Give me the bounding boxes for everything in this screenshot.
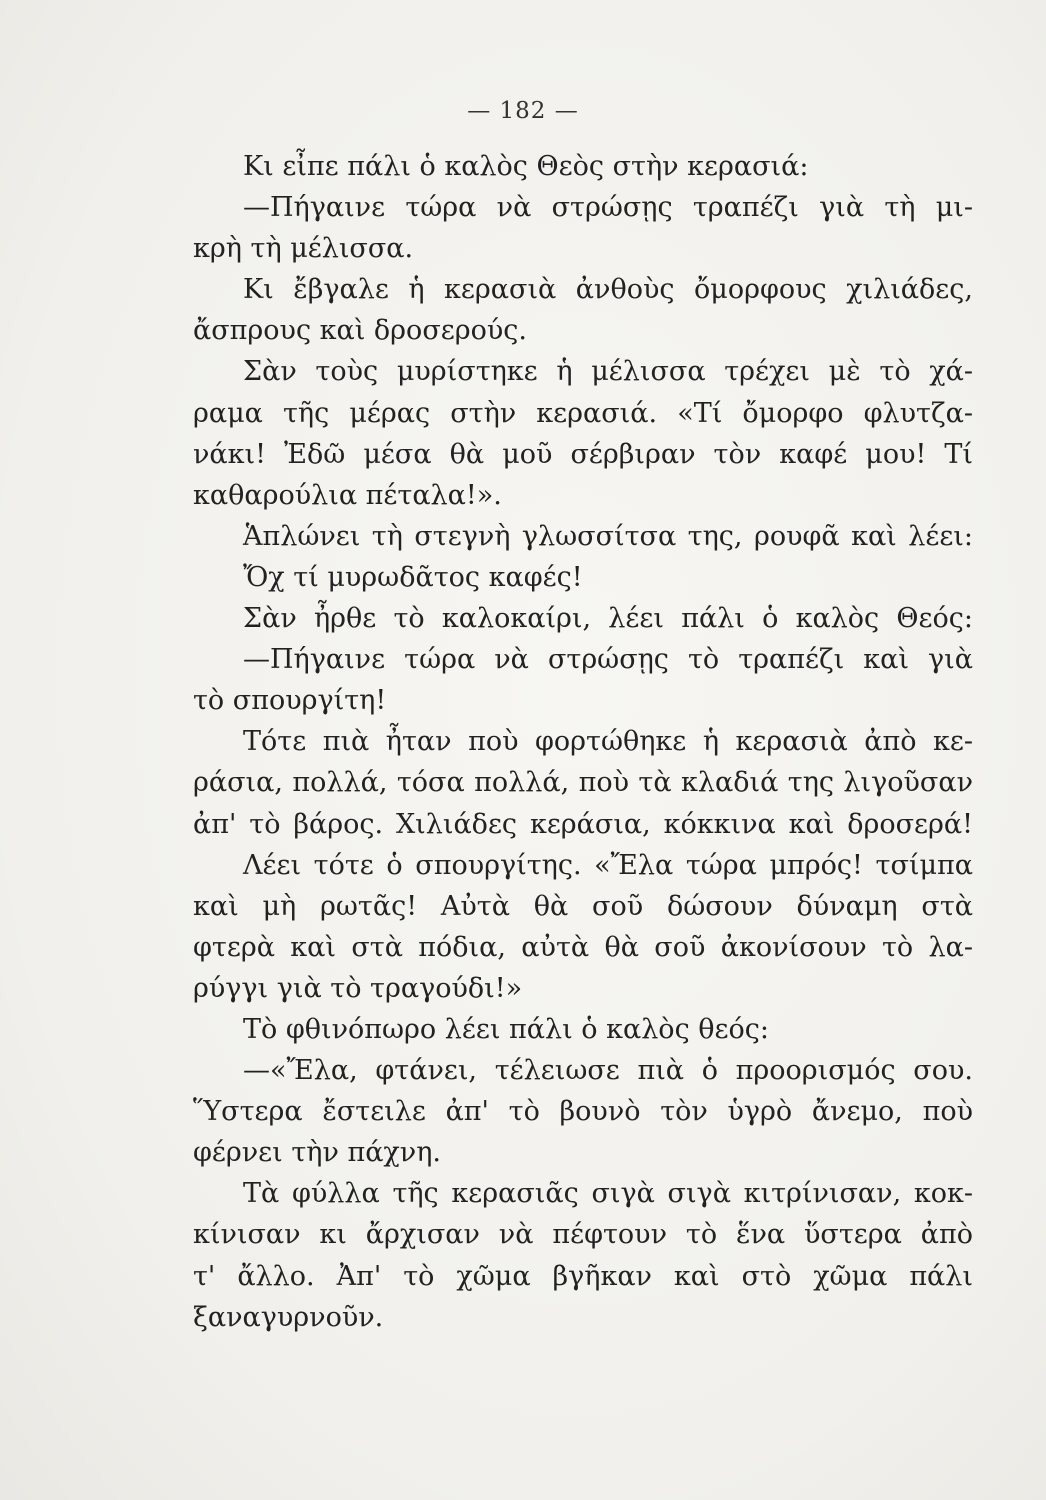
text-line: Σὰν ἦρθε τὸ καλοκαίρι, λέει πάλι ὁ καλὸς Θεός: [243, 603, 973, 635]
text-line: Λέει τότε ὁ σπουργίτης. «Ἔλα τώρα μπρός! τσίμπα [243, 849, 973, 881]
text-line: καθαρούλια πέταλα!». [193, 479, 502, 511]
page-number: — 182 — [467, 98, 579, 124]
text-line: Τὰ φύλλα τῆς κερασιᾶς σιγὰ σιγὰ κιτρίνισαν, κοκ- [243, 1178, 973, 1210]
text-line: ραμα τῆς μέρας στὴν κερασιά. «Τί ὄμορφο φλυτζα- [193, 397, 973, 429]
text-line: —«Ἔλα, φτάνει, τέλειωσε πιὰ ὁ προορισμός σου. [243, 1055, 973, 1087]
text-line: ἀπ' τὸ βάρος. Χιλιάδες κεράσια, κόκκινα καὶ δροσερά! [193, 808, 973, 840]
text-line: κρὴ τὴ μέλισσα. [193, 233, 414, 265]
text-line: Τότε πιὰ ἦταν ποὺ φορτώθηκε ἡ κερασιὰ ἀπὸ κε- [243, 726, 973, 758]
text-line: τ' ἄλλο. Ἀπ' τὸ χῶμα βγῆκαν καὶ στὸ χῶμα πάλι [193, 1260, 973, 1292]
text-line: κίνισαν κι ἄρχισαν νὰ πέφτουν τὸ ἕνα ὕστερα ἀπὸ [193, 1219, 973, 1251]
text-line: φτερὰ καὶ στὰ πόδια, αὐτὰ θὰ σοῦ ἀκονίσουν τὸ λα- [193, 931, 973, 963]
text-line: —Πήγαινε τώρα νὰ στρώσῃς τὸ τραπέζι καὶ γιὰ [243, 644, 973, 676]
text-line: καὶ μὴ ρωτᾶς! Αὐτὰ θὰ σοῦ δώσουν δύναμη στὰ [193, 890, 973, 922]
text-line: Τὸ φθινόπωρο λέει πάλι ὁ καλὸς θεός: [243, 1013, 769, 1045]
text-line: Ὄχ τί μυρωδᾶτος καφές! [243, 561, 583, 593]
page-text [193, 146, 973, 1338]
text-line: Ἁπλώνει τὴ στεγνὴ γλωσσίτσα της, ρουφᾶ καὶ λέει: [243, 520, 973, 552]
text-line: —Πήγαινε τώρα νὰ στρώσῃς τραπέζι γιὰ τὴ μι- [243, 192, 973, 224]
text-line: φέρνει τὴν πάχνη. [193, 1137, 441, 1169]
text-line: Κι εἶπε πάλι ὁ καλὸς Θεὸς στὴν κερασιά: [243, 151, 809, 182]
text-line: τὸ σπουργίτη! [193, 685, 387, 717]
text-line: νάκι! Ἐδῶ μέσα θὰ μοῦ σέρβιραν τὸν καφέ μου! Τί [193, 438, 973, 470]
text-line: ἄσπρους καὶ δροσερούς. [193, 315, 527, 347]
text-line: ξαναγυρνοῦν. [193, 1301, 384, 1333]
text-line: Ὕστερα ἔστειλε ἀπ' τὸ βουνὸ τὸν ὑγρὸ ἄνεμο, ποὺ [193, 1096, 973, 1128]
text-line: Σὰν τοὺς μυρίστηκε ἡ μέλισσα τρέχει μὲ τὸ χά- [243, 356, 973, 388]
text-line: Κι ἔβγαλε ἡ κερασιὰ ἀνθοὺς ὄμορφους χιλιάδες, [243, 274, 973, 306]
text-line: ρύγγι γιὰ τὸ τραγούδι!» [193, 972, 523, 1004]
text-line: ράσια, πολλά, τόσα πολλά, ποὺ τὰ κλαδιά της λιγοῦσαν [193, 767, 973, 799]
